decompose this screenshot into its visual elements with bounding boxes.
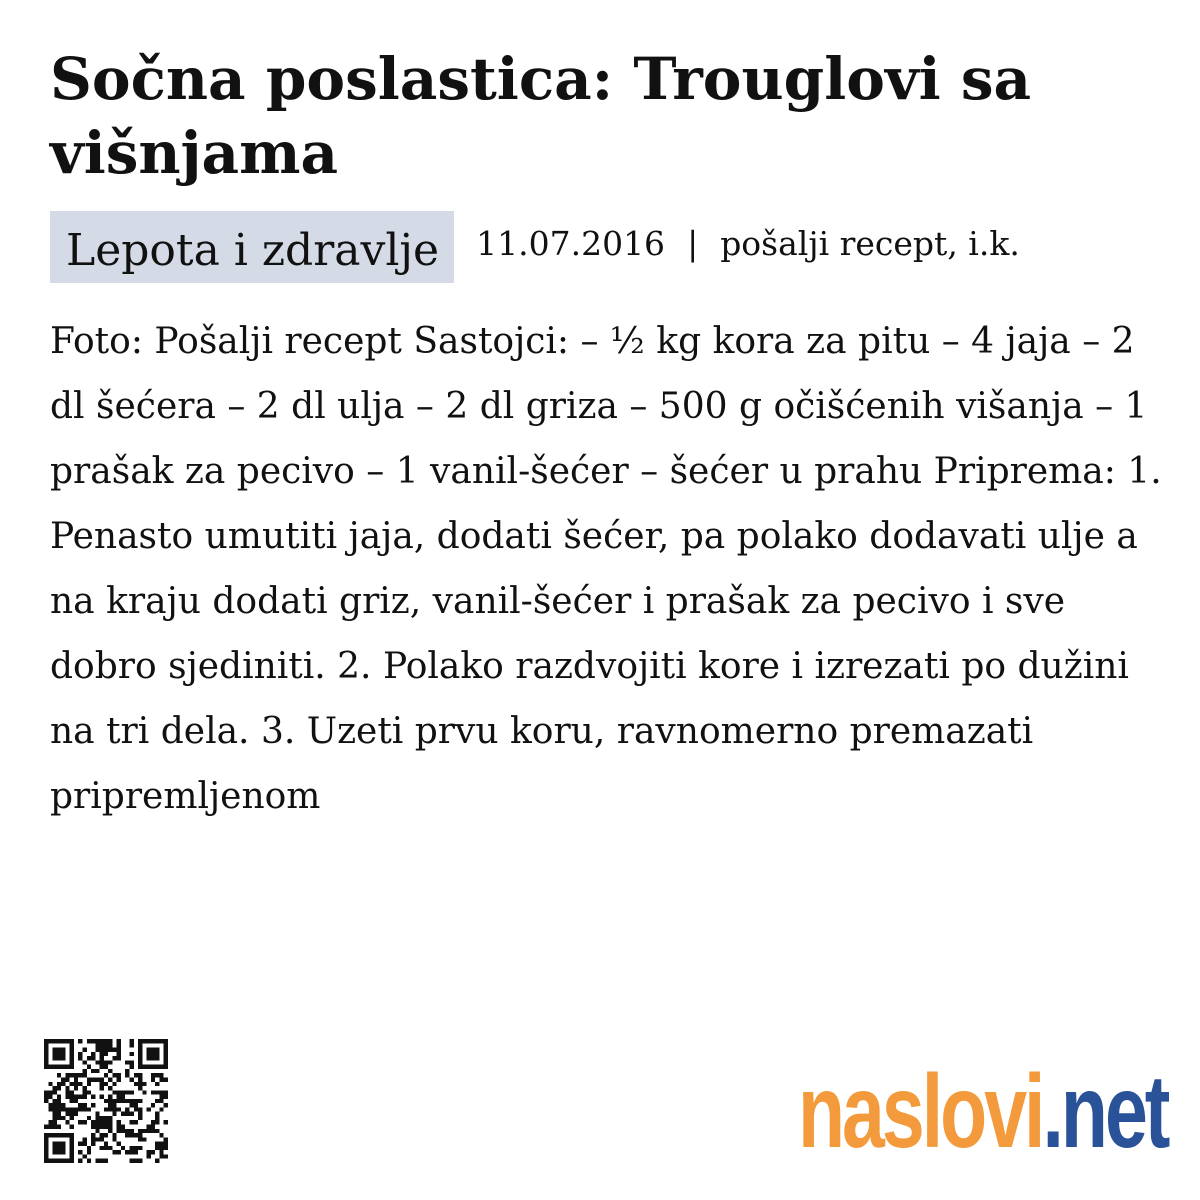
category-badge[interactable]: Lepota i zdravlje xyxy=(50,211,454,283)
article-body: Foto: Pošalji recept Sastojci: – ½ kg kora za pitu – 4 jaja – 2 dl šećera – 2 dl ulja – 2 dl griza – 500 g očišćenih višanja – 1 prašak za pecivo – 1 vanil-šećer – šećer u prahu Priprema: 1. Penasto umutiti jaja, dodati šećer, pa polako dodavati ulje a na kraju dodati griz, vanil-šećer i prašak za pecivo i sve dobro sjediniti. 2. Polako razdvojiti kore i izrezati po dužini na tri dela. 3. Uzeti prvu koru, ravnomerno premazati pripremljenom xyxy=(50,321,1162,817)
meta-separator: | xyxy=(687,224,699,263)
meta-line xyxy=(476,211,1020,277)
logo-part-net: .net xyxy=(1042,1054,1168,1170)
logo-part-naslovi: naslovi xyxy=(798,1054,1043,1170)
naslovi-net-logo[interactable] xyxy=(798,1052,1168,1172)
article-meta xyxy=(50,211,1020,283)
article-source: pošalji recept, i.k. xyxy=(720,224,1020,263)
article-date: 11.07.2016 xyxy=(476,224,666,263)
qr-code-icon xyxy=(44,1036,168,1166)
article-title: Sočna poslastica: Trouglovi sa višnjama xyxy=(50,45,1032,187)
